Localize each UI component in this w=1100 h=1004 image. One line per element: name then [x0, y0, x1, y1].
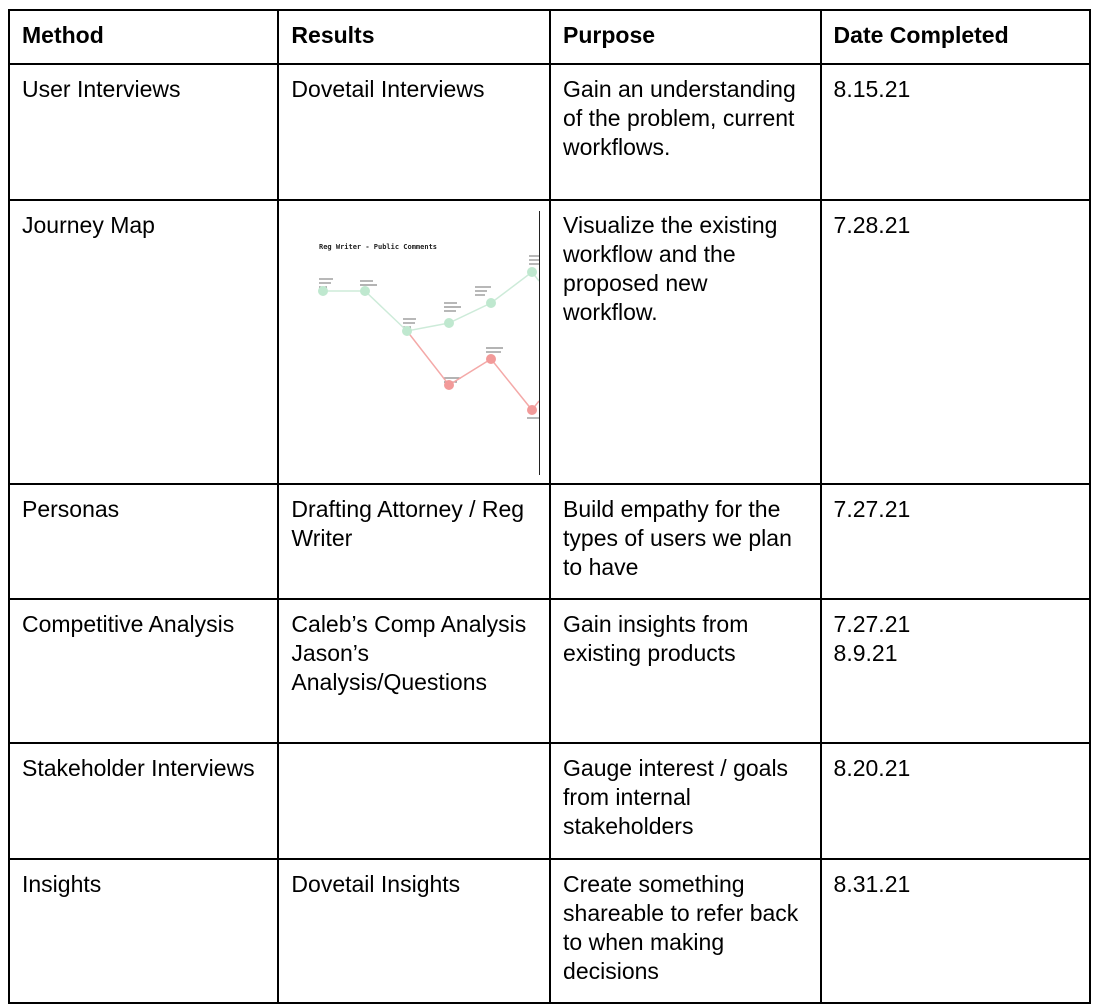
purpose-cell: Create something shareable to refer back to when making decisions: [550, 859, 821, 1003]
results-cell: [278, 64, 550, 200]
purpose-cell: Gain insights from existing products: [550, 599, 821, 743]
journey-map-notes: [319, 256, 539, 418]
purpose-cell: Visualize the existing workflow and the proposed new workflow.: [550, 200, 821, 484]
current-workflow-dots: [318, 267, 537, 336]
results-link[interactable]: Jason’s Analysis/Questions: [291, 640, 488, 695]
date-cell: 8.15.21: [821, 64, 1090, 200]
proposed-workflow-line: [407, 331, 539, 410]
results-cell: [278, 743, 550, 859]
method-cell: Stakeholder Interviews: [9, 743, 278, 859]
header-method: Method: [9, 10, 278, 64]
table-row: [9, 200, 1090, 484]
results-cell: [278, 200, 550, 484]
date-value: 7.27.21: [833, 611, 911, 637]
table-row: [9, 743, 1090, 859]
date-cell: 8.20.21: [821, 743, 1090, 859]
method-cell: Personas: [9, 484, 278, 599]
method-cell: User Interviews: [9, 64, 278, 200]
date-cell: 8.31.21: [821, 859, 1090, 1003]
header-results: Results: [278, 10, 550, 64]
table-row: [9, 64, 1090, 200]
header-purpose: Purpose: [550, 10, 821, 64]
journey-map-thumbnail[interactable]: [291, 211, 540, 475]
results-link[interactable]: Dovetail Interviews: [291, 76, 485, 102]
table-row: [9, 599, 1090, 743]
current-workflow-line: [323, 272, 539, 331]
research-methods-table: [8, 9, 1091, 1004]
results-cell: [278, 484, 550, 599]
date-cell: 7.28.21: [821, 200, 1090, 484]
results-cell: [278, 599, 550, 743]
results-link[interactable]: Caleb’s Comp Analysis: [291, 611, 527, 637]
method-cell: Journey Map: [9, 200, 278, 484]
proposed-workflow-dots: [444, 354, 537, 415]
date-value: 8.9.21: [833, 640, 898, 666]
journey-map-title: Reg Writer - Public Comments: [319, 243, 438, 251]
header-row: [9, 10, 1090, 64]
date-cell: 7.27.21: [821, 484, 1090, 599]
method-cell: Insights: [9, 859, 278, 1003]
header-date-completed: Date Completed: [821, 10, 1090, 64]
table-row: [9, 484, 1090, 599]
method-cell: Competitive Analysis: [9, 599, 278, 743]
results-link[interactable]: Dovetail Insights: [291, 871, 461, 897]
table-row: [9, 859, 1090, 1003]
purpose-cell: Gain an understanding of the problem, current workflows.: [550, 64, 821, 200]
purpose-cell: Gauge interest / goals from internal stakeholders: [550, 743, 821, 859]
results-cell: [278, 859, 550, 1003]
results-link[interactable]: Drafting Attorney / Reg Writer: [291, 496, 525, 551]
purpose-cell: Build empathy for the types of users we plan to have: [550, 484, 821, 599]
date-cell: [821, 599, 1090, 743]
